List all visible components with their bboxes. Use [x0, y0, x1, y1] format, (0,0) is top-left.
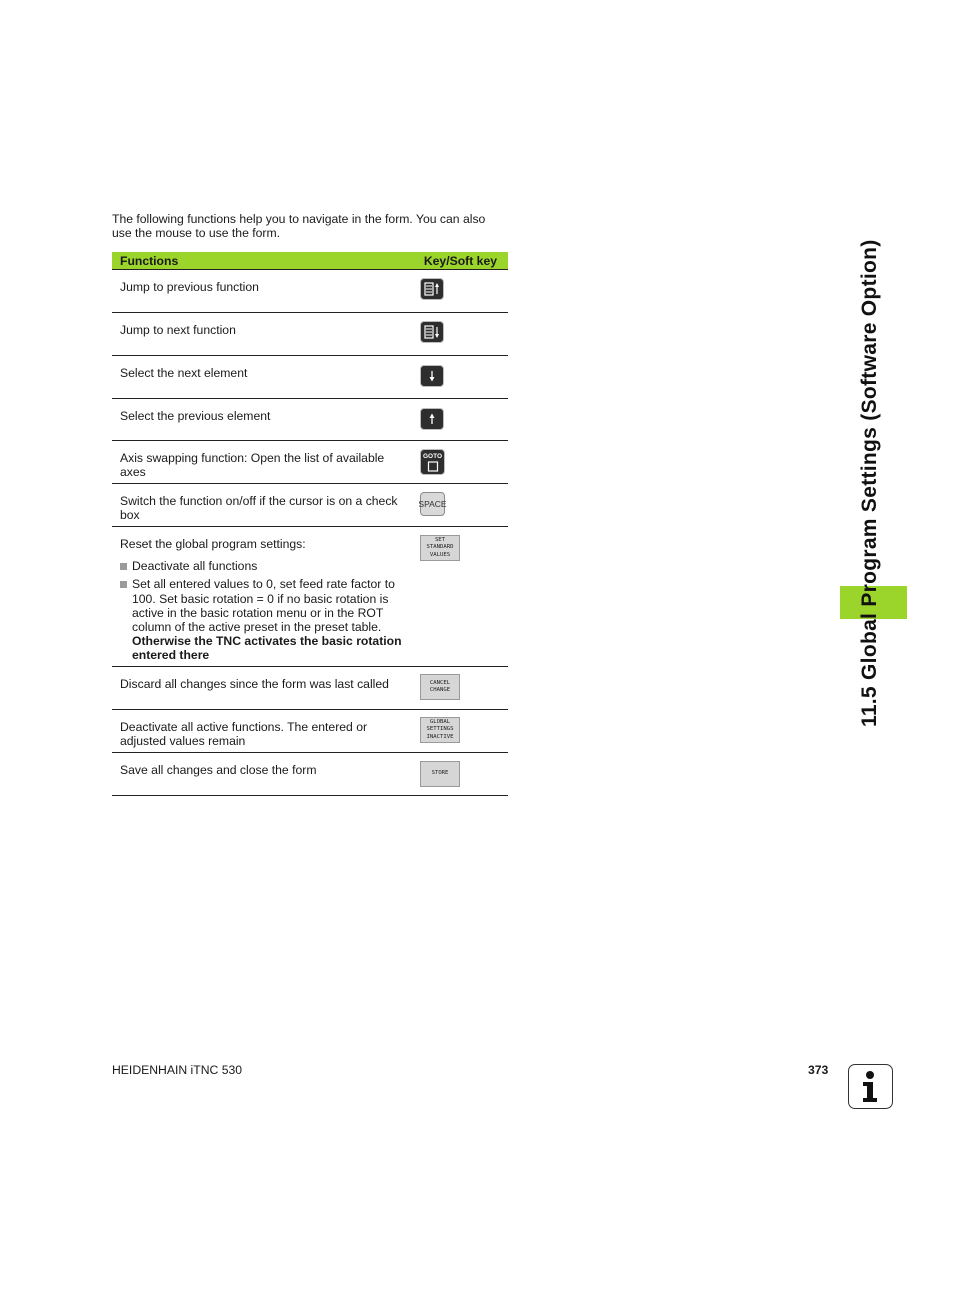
bullet-body: Set all entered values to 0, set feed rate factor to 100. Set basic rotation = 0 if no basic rotation is active in the basic rotation menu or in the ROT column of the active preset in the preset table. [132, 577, 395, 635]
table-row [112, 441, 508, 484]
footer-product: HEIDENHAIN iTNC 530 [112, 1063, 243, 1077]
info-icon [848, 1064, 893, 1109]
function-text: Jump to next function [120, 323, 236, 337]
header-functions: Functions [120, 253, 179, 268]
chapter-side-title: 11.5 Global Program Settings (Software Option) [858, 239, 881, 727]
function-text: Save all changes and close the form [120, 763, 317, 777]
table-row [112, 710, 508, 753]
arrow-down-icon [420, 365, 444, 387]
softkey-store [420, 761, 460, 787]
function-text: Axis swapping function: Open the list of available axes [120, 451, 385, 480]
bold-note: Otherwise the TNC activates the basic rotation entered there [132, 634, 402, 663]
table-row [112, 399, 508, 441]
reset-intro: Reset the global program settings: [120, 537, 306, 551]
function-text: Select the previous element [120, 409, 271, 423]
softkey-line: SETTINGS [426, 726, 454, 733]
softkey-line: CHANGE [429, 687, 451, 693]
function-text: Deactivate all active functions. The entered or adjusted values remain [120, 720, 368, 749]
softkey-line: GLOBAL [429, 718, 451, 725]
table-row [112, 270, 508, 313]
table-row [112, 753, 508, 796]
table-row [112, 667, 508, 710]
header-key: Key/Soft key [423, 253, 497, 268]
bullet-icon [120, 563, 127, 570]
goto-key-label: GOTO [422, 452, 443, 460]
function-text [120, 537, 405, 663]
softkey-line: SET [434, 536, 446, 543]
table-row [112, 356, 508, 399]
table-row [112, 313, 508, 356]
table-header [112, 252, 508, 270]
page-down-icon [420, 321, 444, 343]
intro-paragraph: The following functions help you to navigate in the form. You can also use the mouse to use the form. [112, 212, 486, 241]
softkey-global-settings-inactive [420, 717, 460, 743]
functions-table [112, 252, 508, 796]
softkey-cancel-change [420, 674, 460, 700]
page-number: 373 [808, 1063, 829, 1077]
softkey-set-standard-values [420, 535, 460, 561]
list-item [120, 559, 405, 573]
page-up-icon [420, 278, 444, 300]
arrow-up-icon [420, 408, 444, 430]
softkey-line: VALUES [429, 551, 451, 558]
function-text: Discard all changes since the form was last called [120, 677, 389, 691]
list-item [120, 577, 405, 662]
bullet-text [132, 577, 405, 662]
bullet-icon [120, 581, 127, 588]
softkey-line: CANCEL [429, 679, 451, 686]
goto-box-icon [427, 461, 439, 472]
softkey-line: INACTIVE [426, 733, 454, 740]
table-row [112, 527, 508, 667]
table-row [112, 484, 508, 527]
softkey-line: STORE [431, 770, 449, 777]
space-key: SPACE [420, 492, 445, 516]
softkey-line: STANDARD [426, 544, 454, 551]
goto-key [420, 449, 445, 475]
function-text: Jump to previous function [120, 280, 259, 294]
bullet-text: Deactivate all functions [132, 559, 258, 574]
function-text: Select the next element [120, 366, 248, 380]
function-text: Switch the function on/off if the cursor is on a check box [120, 494, 398, 523]
